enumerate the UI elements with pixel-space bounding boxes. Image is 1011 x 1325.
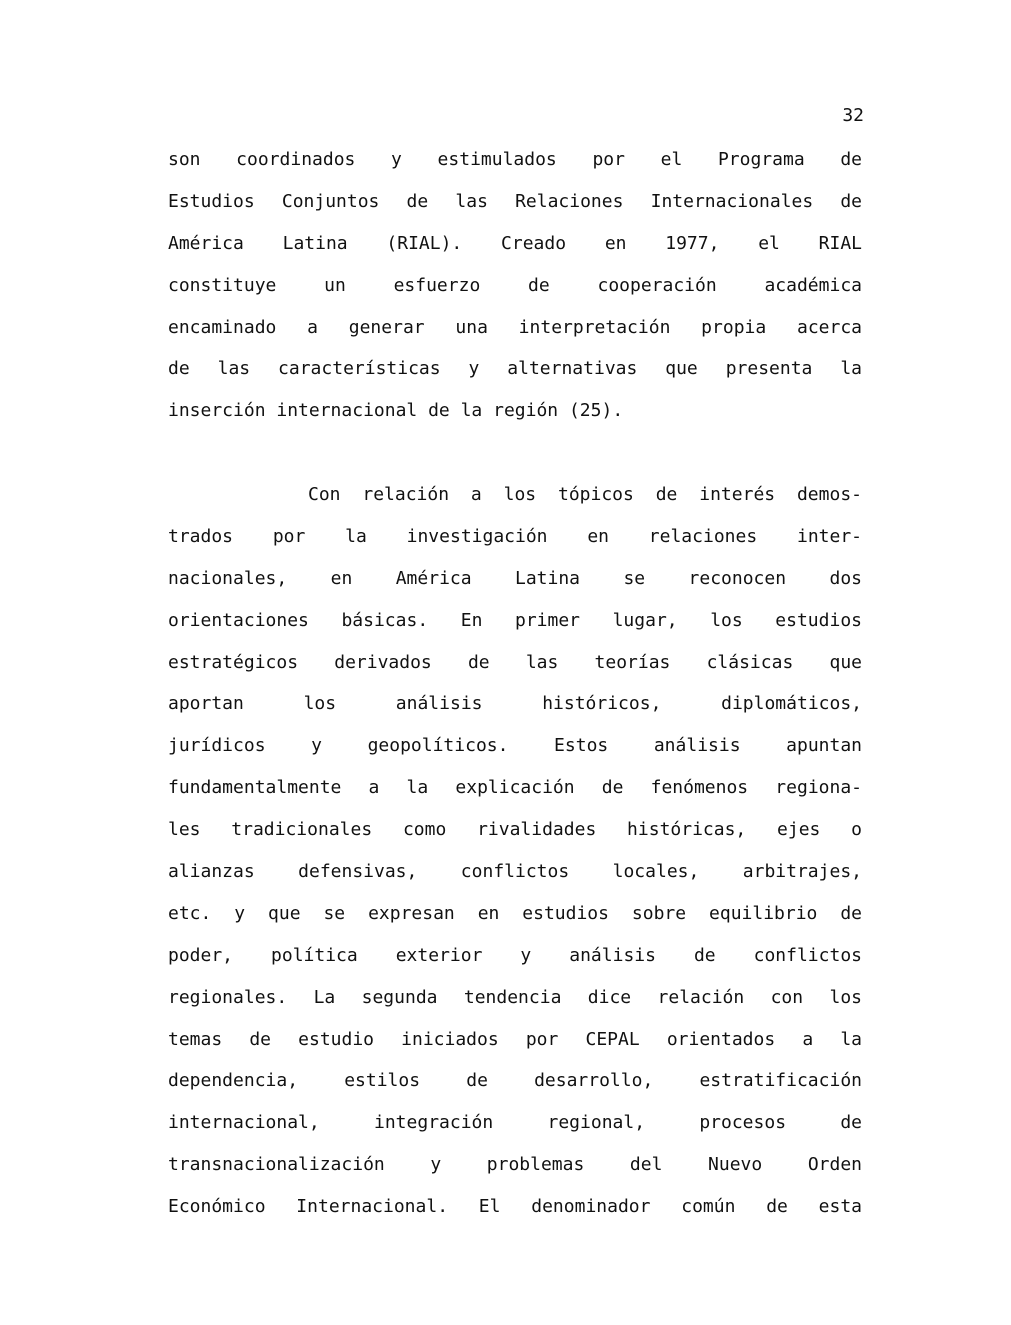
text-line: Estudios Conjuntos de las Relaciones Internacionales de (168, 190, 862, 212)
text-line: estratégicos derivados de las teorías clásicas que (168, 651, 862, 673)
text-line: aportan los análisis históricos, diplomáticos, (168, 693, 862, 715)
text-line: son coordinados y estimulados por el Programa de (168, 149, 862, 170)
text-line: nacionales, en América Latina se reconocen dos (168, 567, 862, 589)
text-line: les tradicionales como rivalidades históricas, ejes o (168, 819, 862, 841)
text-line: Con relación a los tópicos de interés demos- (308, 484, 862, 505)
text-line: encaminado a generar una interpretación propia acerca (168, 316, 862, 338)
text-line: inserción internacional de la región (25). (168, 400, 624, 422)
text-line: transnacionalización y problemas del Nuevo Orden (168, 1154, 862, 1176)
text-line: Económico Internacional. El denominador común de esta (168, 1196, 862, 1218)
text-line: América Latina (RIAL). Creado en 1977, el RIAL (168, 232, 862, 254)
text-line: regionales. La segunda tendencia dice relación con los (168, 986, 862, 1008)
text-line: trados por la investigación en relaciones inter- (168, 525, 862, 547)
text-line: de las características y alternativas que presenta la (168, 358, 862, 380)
paragraph-research-orientations (168, 479, 862, 1233)
text-line: jurídicos y geopolíticos. Estos análisis apuntan (168, 735, 862, 757)
page-number: 32 (842, 105, 864, 126)
text-line: alianzas defensivas, conflictos locales, arbitrajes, (168, 861, 862, 883)
paragraph-rial (168, 144, 862, 437)
text-line: orientaciones básicas. En primer lugar, los estudios (168, 609, 862, 631)
text-line: poder, política exterior y análisis de conflictos (168, 944, 862, 966)
text-line: etc. y que se expresan en estudios sobre equilibrio de (168, 902, 862, 924)
text-line: dependencia, estilos de desarrollo, estratificación (168, 1070, 862, 1092)
text-line: internacional, integración regional, procesos de (168, 1112, 862, 1134)
text-line: fundamentalmente a la explicación de fenómenos regiona- (168, 777, 862, 799)
text-line: constituye un esfuerzo de cooperación académica (168, 274, 862, 296)
text-line: temas de estudio iniciados por CEPAL orientados a la (168, 1028, 862, 1050)
